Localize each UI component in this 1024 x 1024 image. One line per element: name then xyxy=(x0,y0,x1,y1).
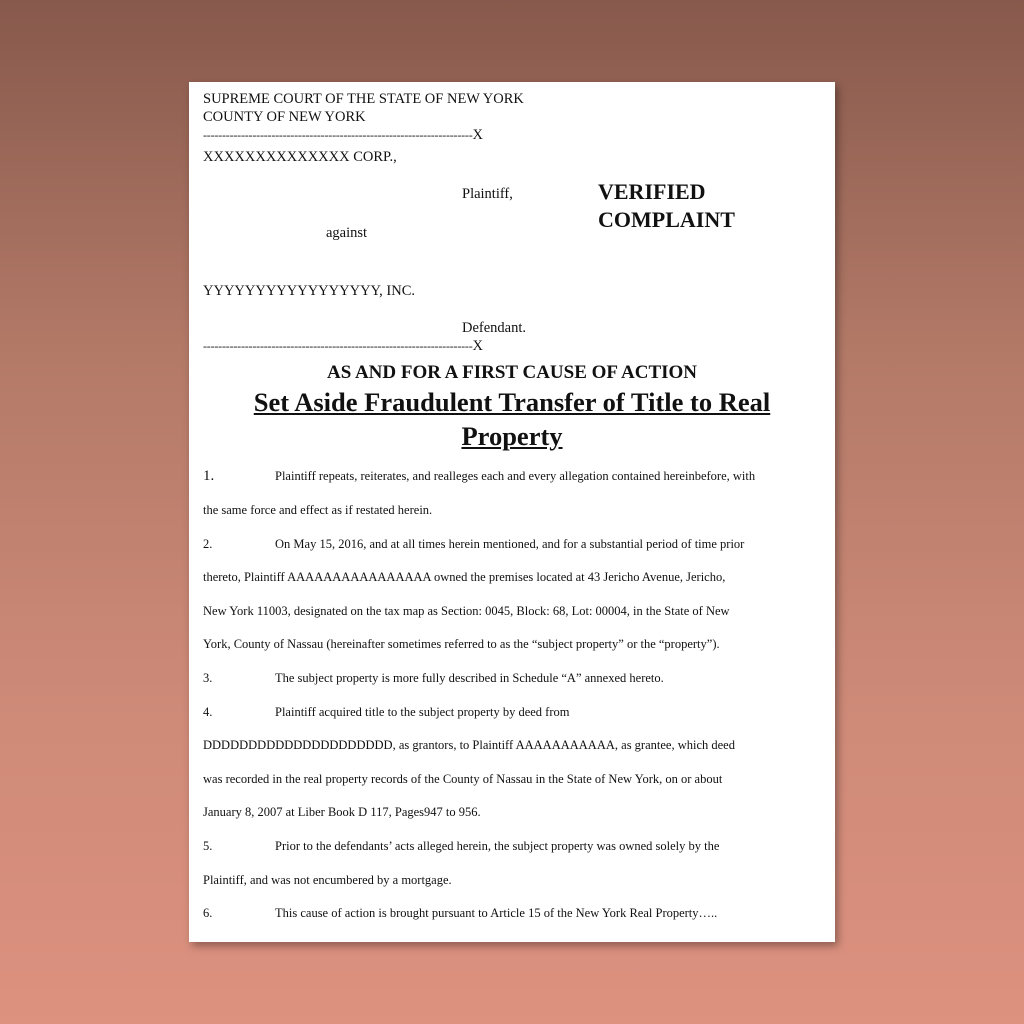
complaint-page xyxy=(189,82,835,942)
paragraph-line: January 8, 2007 at Liber Book D 117, Pages947 to 956. xyxy=(203,805,481,819)
paragraph-line: was recorded in the real property records of the County of Nassau in the State of New York, on or about xyxy=(203,772,723,786)
paragraph-line: This cause of action is brought pursuant to Article 15 of the New York Real Property….. xyxy=(275,906,718,920)
paragraph-line: York, County of Nassau (hereinafter sometimes referred to as the “subject property” or the “property”). xyxy=(203,637,720,651)
paragraph-number: 5. xyxy=(203,839,213,853)
paragraph-line: New York 11003, designated on the tax map as Section: 0045, Block: 68, Lot: 00004, in the State of New xyxy=(203,604,730,618)
paragraph-line: Prior to the defendants’ acts alleged herein, the subject property was owned solely by the xyxy=(275,839,720,853)
paragraph-number: 3. xyxy=(203,671,213,685)
paragraph-number: 4. xyxy=(203,705,213,719)
paragraph-line: the same force and effect as if restated herein. xyxy=(203,503,433,517)
against-label: against xyxy=(326,225,368,241)
defendant-role: Defendant. xyxy=(462,320,527,336)
paragraph-line: DDDDDDDDDDDDDDDDDDDDD, as grantors, to Plaintiff AAAAAAAAAAA, as grantee, which deed xyxy=(203,738,735,752)
paragraph-line: Plaintiff acquired title to the subject property by deed from xyxy=(275,705,570,719)
court-name: SUPREME COURT OF THE STATE OF NEW YORK xyxy=(203,91,524,107)
paragraph-line: Plaintiff, and was not encumbered by a mortgage. xyxy=(203,873,452,887)
paragraph-line: On May 15, 2016, and at all times herein mentioned, and for a substantial period of time prior xyxy=(275,537,745,551)
court-county: COUNTY OF NEW YORK xyxy=(203,109,366,125)
cause-heading: AS AND FOR A FIRST CAUSE OF ACTION xyxy=(326,362,698,383)
caption-separator-top: -----------------------------------------------------------------------X xyxy=(203,127,483,143)
document-title: VERIFIED COMPLAINT xyxy=(598,179,735,232)
paragraph-line: thereto, Plaintiff AAAAAAAAAAAAAAAA owned the premises located at 43 Jericho Avenue, Jericho, xyxy=(203,570,726,584)
plaintiff-role: Plaintiff, xyxy=(462,186,513,202)
defendant-name: YYYYYYYYYYYYYYYYY, INC. xyxy=(203,283,415,299)
plaintiff-name: XXXXXXXXXXXXXX CORP., xyxy=(203,149,397,165)
paragraph-number: 6. xyxy=(203,906,213,920)
paragraph-number: 2. xyxy=(203,537,213,551)
paragraph-number: 1. xyxy=(203,468,215,484)
cause-title: Set Aside Fraudulent Transfer of Title to Real Property xyxy=(253,387,771,451)
paragraph-line: The subject property is more fully described in Schedule “A” annexed hereto. xyxy=(275,671,664,685)
paragraph-line: Plaintiff repeats, reiterates, and realleges each and every allegation contained hereinbefore, with xyxy=(275,469,756,483)
caption-separator-bottom: -----------------------------------------------------------------------X xyxy=(203,338,483,354)
